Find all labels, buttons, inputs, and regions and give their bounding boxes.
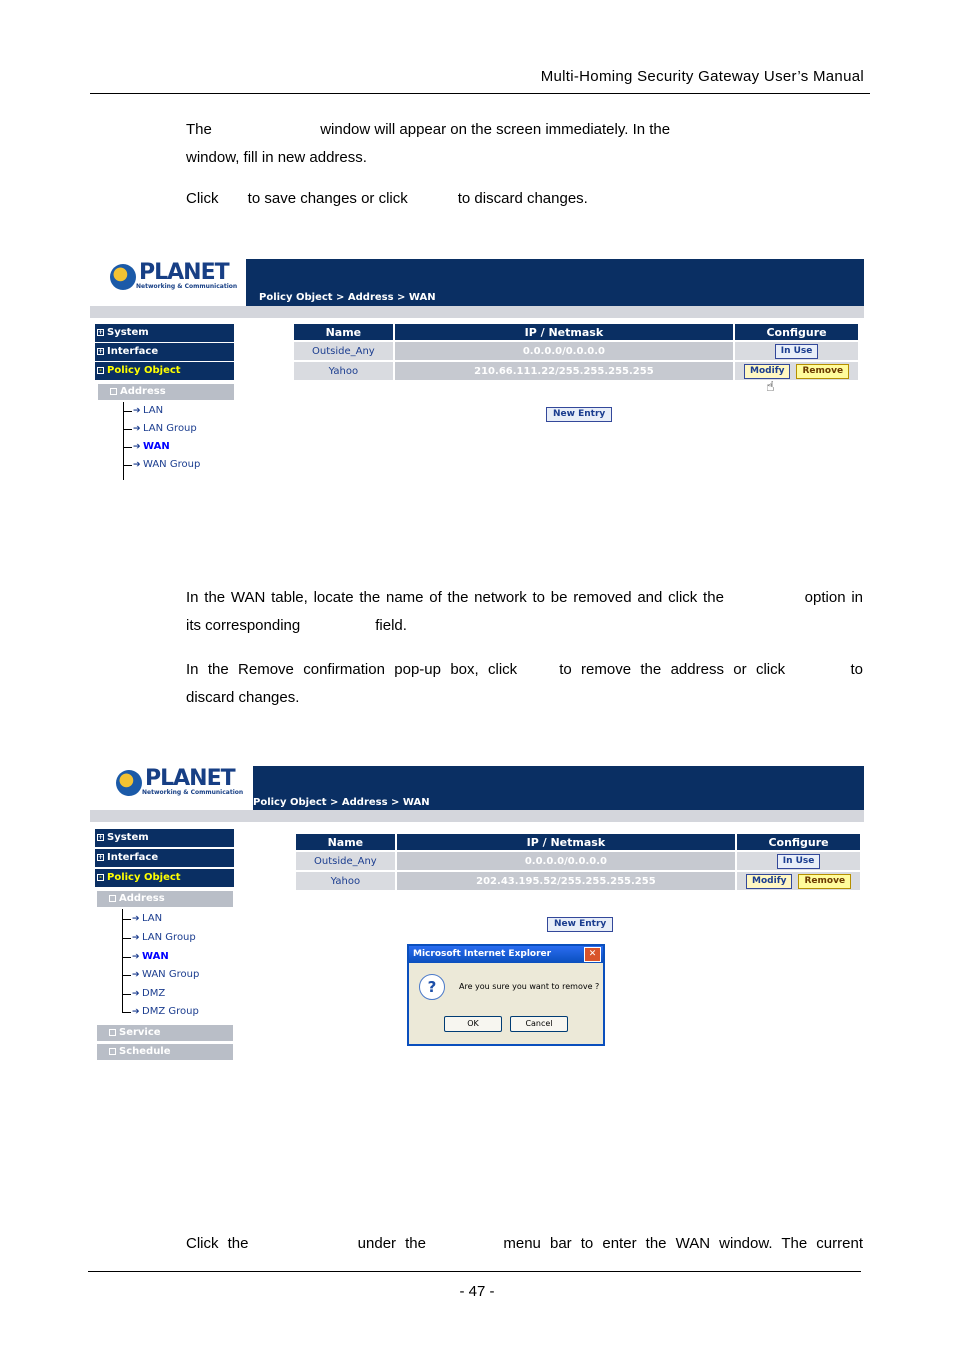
collapse-icon xyxy=(110,388,117,395)
logo-tagline: Networking & Communication xyxy=(142,789,244,796)
divider-bar xyxy=(90,306,864,318)
wan-table xyxy=(294,832,862,892)
col-name: Name xyxy=(296,834,395,850)
intro-line-2: window, fill in new address. xyxy=(186,149,367,166)
row-ip: 202.43.195.52/255.255.255.255 xyxy=(397,872,735,890)
nav-interface[interactable]: + Interface xyxy=(95,849,234,867)
confirm-dialog xyxy=(407,944,605,1046)
in-use-button[interactable]: In Use xyxy=(775,344,819,359)
tree-item-wan[interactable]: ➔ WAN xyxy=(122,949,169,965)
planet-logo xyxy=(116,766,244,796)
breadcrumb: Policy Object > Address > WAN xyxy=(253,797,430,808)
arrow-icon: ➔ xyxy=(132,914,140,924)
step-line-1: In the WAN table, locate the name of the network to be removed and click the option in xyxy=(186,589,863,606)
closing-line: Click the under the menu bar to enter the WAN window. The current xyxy=(186,1235,863,1252)
col-ip: IP / Netmask xyxy=(397,834,735,850)
expand-icon: + xyxy=(98,329,104,336)
intro-line-3: Click to save changes or click to discard changes. xyxy=(186,190,588,207)
close-icon[interactable]: ✕ xyxy=(584,947,601,962)
nav-system[interactable]: + System xyxy=(95,829,234,847)
expand-icon: + xyxy=(98,854,104,861)
table-row xyxy=(296,872,860,890)
remove-button[interactable]: Remove xyxy=(798,874,851,889)
step-line-4: discard changes. xyxy=(186,689,300,706)
logo-tagline: Networking & Communication xyxy=(136,283,238,290)
arrow-icon: ➔ xyxy=(133,406,141,416)
manual-title: Multi-Homing Security Gateway User’s Manual xyxy=(540,68,864,85)
breadcrumb: Policy Object > Address > WAN xyxy=(259,292,436,303)
arrow-icon: ➔ xyxy=(132,970,140,980)
arrow-icon: ➔ xyxy=(133,442,141,452)
tree-item-wan[interactable]: ➔ WAN xyxy=(123,439,170,455)
step-line-3: In the Remove confirmation pop-up box, click to remove the address or click to xyxy=(186,661,863,678)
row-name: Outside_Any xyxy=(294,342,393,360)
screenshot-remove-confirm xyxy=(90,764,864,1060)
step-line-2: its corresponding field. xyxy=(186,617,407,634)
tree-item-lan-group[interactable]: ➔ LAN Group xyxy=(122,930,196,946)
arrow-icon: ➔ xyxy=(132,933,140,943)
collapse-icon: - xyxy=(97,367,104,374)
footer-rule xyxy=(88,1271,861,1272)
col-configure: Configure xyxy=(737,834,860,850)
nav-policy-object[interactable]: - Policy Object xyxy=(95,362,234,380)
globe-icon xyxy=(110,264,136,290)
table-row xyxy=(294,342,858,360)
tree-item-lan[interactable]: ➔ LAN xyxy=(122,911,162,927)
nav-policy-object[interactable]: - Policy Object xyxy=(95,869,234,887)
arrow-icon: ➔ xyxy=(133,424,141,434)
wan-table xyxy=(292,322,860,382)
col-name: Name xyxy=(294,324,393,340)
tree-item-wan-group[interactable]: ➔ WAN Group xyxy=(122,967,199,983)
col-ip: IP / Netmask xyxy=(395,324,733,340)
row-name: Yahoo xyxy=(296,872,395,890)
arrow-icon: ➔ xyxy=(132,952,140,962)
nav-interface[interactable]: + Interface xyxy=(95,343,234,361)
row-ip: 210.66.111.22/255.255.255.255 xyxy=(395,362,733,380)
expand-icon: + xyxy=(98,834,104,841)
row-name: Outside_Any xyxy=(296,852,395,870)
col-configure: Configure xyxy=(735,324,858,340)
arrow-icon: ➔ xyxy=(132,1007,140,1017)
hand-cursor-icon: ☝ xyxy=(766,379,775,395)
remove-button[interactable]: Remove xyxy=(796,364,849,379)
table-row xyxy=(296,852,860,870)
tree-item-lan[interactable]: ➔ LAN xyxy=(123,403,163,419)
new-entry-button[interactable]: New Entry xyxy=(546,407,612,422)
dialog-titlebar xyxy=(409,946,603,963)
row-name: Yahoo xyxy=(294,362,393,380)
globe-icon xyxy=(116,770,142,796)
intro-line-1: The window will appear on the screen immediately. In the xyxy=(186,121,671,138)
header-rule xyxy=(90,93,870,94)
nav-service[interactable]: Service xyxy=(97,1025,233,1041)
new-entry-button[interactable]: New Entry xyxy=(547,917,613,932)
arrow-icon: ➔ xyxy=(133,460,141,470)
row-ip: 0.0.0.0/0.0.0.0 xyxy=(397,852,735,870)
logo-word: PLANET xyxy=(145,766,235,791)
nav-system[interactable]: + System xyxy=(95,324,234,342)
ok-button[interactable]: OK xyxy=(444,1016,502,1032)
tree-item-dmz-group[interactable]: ➔ DMZ Group xyxy=(122,1004,199,1020)
collapse-icon xyxy=(109,895,116,902)
in-use-button[interactable]: In Use xyxy=(777,854,821,869)
tree-item-lan-group[interactable]: ➔ LAN Group xyxy=(123,421,197,437)
divider-bar xyxy=(90,810,864,822)
dialog-title: Microsoft Internet Explorer xyxy=(413,949,552,959)
cancel-button[interactable]: Cancel xyxy=(510,1016,568,1032)
nav-address[interactable]: Address xyxy=(97,891,233,907)
expand-icon xyxy=(109,1029,116,1036)
screenshot-wan-list xyxy=(90,258,864,481)
dialog-message: Are you sure you want to remove ? xyxy=(459,982,600,991)
nav-address[interactable]: Address xyxy=(98,384,234,400)
nav-schedule[interactable]: Schedule xyxy=(97,1044,233,1060)
row-ip: 0.0.0.0/0.0.0.0 xyxy=(395,342,733,360)
page-number: - 47 - xyxy=(459,1283,495,1300)
logo-word: PLANET xyxy=(139,260,229,285)
expand-icon: + xyxy=(98,348,104,355)
table-row xyxy=(294,362,858,380)
planet-logo xyxy=(110,260,238,290)
expand-icon xyxy=(109,1048,116,1055)
modify-button[interactable]: Modify xyxy=(744,364,790,379)
tree-item-dmz[interactable]: ➔ DMZ xyxy=(122,986,165,1002)
arrow-icon: ➔ xyxy=(132,989,140,999)
question-icon: ? xyxy=(419,974,445,1000)
modify-button[interactable]: Modify xyxy=(746,874,792,889)
tree-item-wan-group[interactable]: ➔ WAN Group xyxy=(123,457,200,473)
collapse-icon: - xyxy=(97,874,104,881)
